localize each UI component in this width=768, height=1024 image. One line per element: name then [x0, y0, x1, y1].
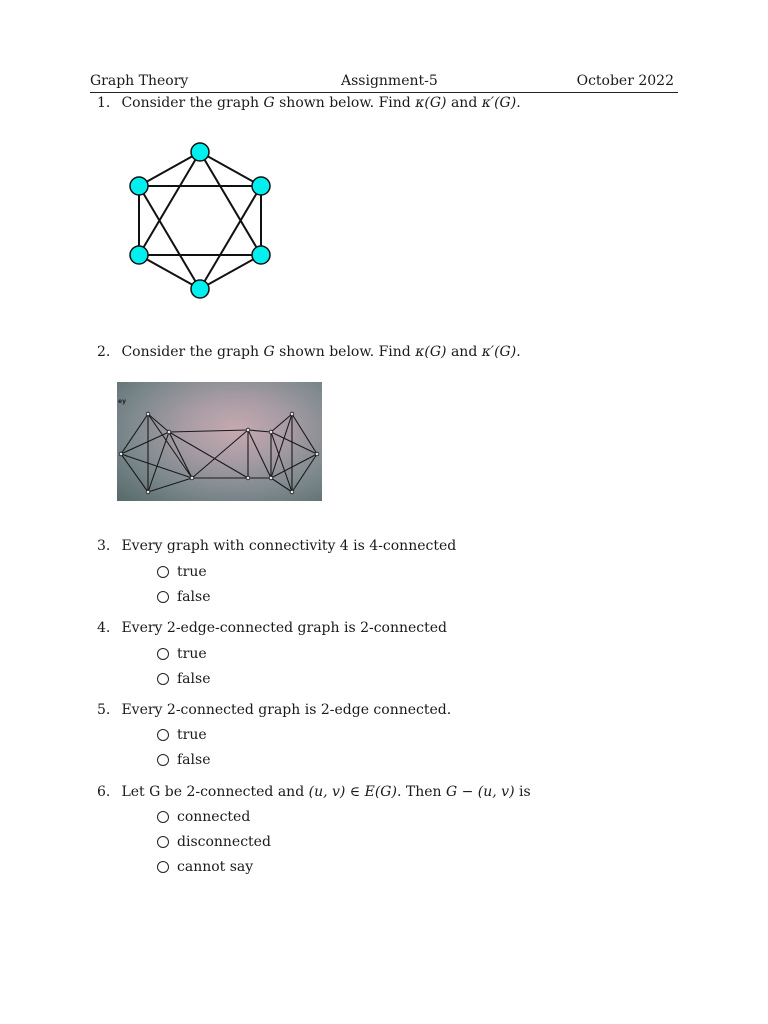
- question-3: [97, 538, 456, 554]
- option-label: true: [177, 564, 207, 580]
- graph-edge: [148, 414, 192, 478]
- option-label: connected: [177, 809, 251, 825]
- graph-vertex: [290, 412, 294, 416]
- graph-figure-1: [120, 138, 290, 308]
- graph-vertex: [130, 177, 148, 195]
- question-1: [97, 95, 521, 111]
- graph-edge: [169, 430, 248, 432]
- radio-button[interactable]: [157, 673, 169, 685]
- option-true[interactable]: [157, 564, 207, 580]
- question-5: [97, 702, 451, 718]
- question-text: shown below. Find: [274, 95, 416, 111]
- photo-corner-text: ey: [118, 398, 126, 405]
- question-number: 2.: [97, 344, 111, 360]
- question-text: shown below. Find: [274, 344, 416, 360]
- graph-edge: [248, 430, 271, 478]
- date-label: October 2022: [576, 73, 674, 89]
- option-false[interactable]: [157, 752, 210, 768]
- radio-button[interactable]: [157, 566, 169, 578]
- question-text: .: [516, 344, 521, 360]
- math-graph-symbol: G: [263, 95, 275, 111]
- math-kappa: κ(G): [415, 95, 447, 111]
- graph-vertex: [167, 430, 171, 434]
- question-number: 3.: [97, 538, 111, 554]
- graph-edge: [192, 430, 248, 478]
- radio-button[interactable]: [157, 811, 169, 823]
- graph-vertex: [315, 452, 319, 456]
- question-text: Every 2-connected graph is 2-edge connected.: [121, 702, 452, 718]
- option-false[interactable]: [157, 589, 210, 605]
- radio-button[interactable]: [157, 591, 169, 603]
- option-label: false: [177, 752, 211, 768]
- radio-button[interactable]: [157, 754, 169, 766]
- graph-edge: [248, 430, 271, 432]
- graph-edge: [121, 454, 148, 492]
- option-label: false: [177, 671, 211, 687]
- graph-edge: [139, 152, 200, 255]
- question-text: Consider the graph: [121, 95, 264, 111]
- question-text: .: [516, 95, 521, 111]
- option-true[interactable]: [157, 727, 207, 743]
- graph-vertex: [190, 476, 194, 480]
- option-label: cannot say: [177, 859, 254, 875]
- radio-button[interactable]: [157, 836, 169, 848]
- math-edge-membership: (u, v) ∈ E(G): [308, 784, 397, 800]
- question-number: 6.: [97, 784, 111, 800]
- option-label: true: [177, 646, 207, 662]
- graph-vertex: [269, 430, 273, 434]
- question-text: and: [446, 95, 482, 111]
- option-true[interactable]: [157, 646, 207, 662]
- radio-button[interactable]: [157, 861, 169, 873]
- graph-edge: [271, 478, 292, 492]
- graph-edge: [148, 432, 169, 492]
- question-number: 4.: [97, 620, 111, 636]
- option-label: false: [177, 589, 211, 605]
- graph-vertex: [146, 490, 150, 494]
- radio-button[interactable]: [157, 729, 169, 741]
- graph-vertex: [246, 476, 250, 480]
- graph-edge: [200, 152, 261, 255]
- graph-vertex: [246, 428, 250, 432]
- question-text: is: [514, 784, 531, 800]
- graph-vertex: [146, 412, 150, 416]
- graph-edges: [121, 414, 317, 492]
- graph-figure-2: [117, 382, 322, 501]
- graph-vertex: [191, 280, 209, 298]
- option-false[interactable]: [157, 671, 210, 687]
- question-text: Every graph with connectivity 4 is 4-connected: [121, 538, 457, 554]
- graph-edge: [292, 454, 317, 492]
- math-edge-removal: G − (u, v): [445, 784, 515, 800]
- option-disconnected[interactable]: [157, 834, 271, 850]
- graph-vertex: [290, 490, 294, 494]
- option-label: disconnected: [177, 834, 271, 850]
- option-cannot-say[interactable]: [157, 859, 253, 875]
- course-title: Graph Theory: [90, 73, 189, 89]
- math-kappa-prime: κ′(G): [481, 344, 517, 360]
- math-graph-symbol: G: [263, 344, 275, 360]
- radio-button[interactable]: [157, 648, 169, 660]
- option-connected[interactable]: [157, 809, 250, 825]
- question-2: [97, 344, 521, 360]
- option-label: true: [177, 727, 207, 743]
- question-text: Let G be 2-connected and: [121, 784, 309, 800]
- graph-edge: [200, 186, 261, 289]
- question-4: [97, 620, 447, 636]
- graph-vertex: [269, 476, 273, 480]
- graph-nodes: [130, 143, 270, 298]
- question-text: . Then: [396, 784, 446, 800]
- graph-vertex: [130, 246, 148, 264]
- graph-edge: [139, 186, 200, 289]
- question-text: Consider the graph: [121, 344, 264, 360]
- graph-edge: [148, 478, 192, 492]
- graph-edges: [139, 152, 261, 289]
- question-text: and: [446, 344, 482, 360]
- page-header: [90, 72, 678, 93]
- assignment-title: Assignment-5: [341, 73, 438, 89]
- graph-vertex: [252, 246, 270, 264]
- graph-vertex: [119, 452, 123, 456]
- question-number: 1.: [97, 95, 111, 111]
- graph-photo-figure-2: [117, 382, 322, 501]
- question-number: 5.: [97, 702, 111, 718]
- question-6: [97, 784, 531, 800]
- math-kappa-prime: κ′(G): [481, 95, 517, 111]
- math-kappa: κ(G): [415, 344, 447, 360]
- graph-vertex: [191, 143, 209, 161]
- question-text: Every 2-edge-connected graph is 2-connected: [121, 620, 448, 636]
- graph-vertex: [252, 177, 270, 195]
